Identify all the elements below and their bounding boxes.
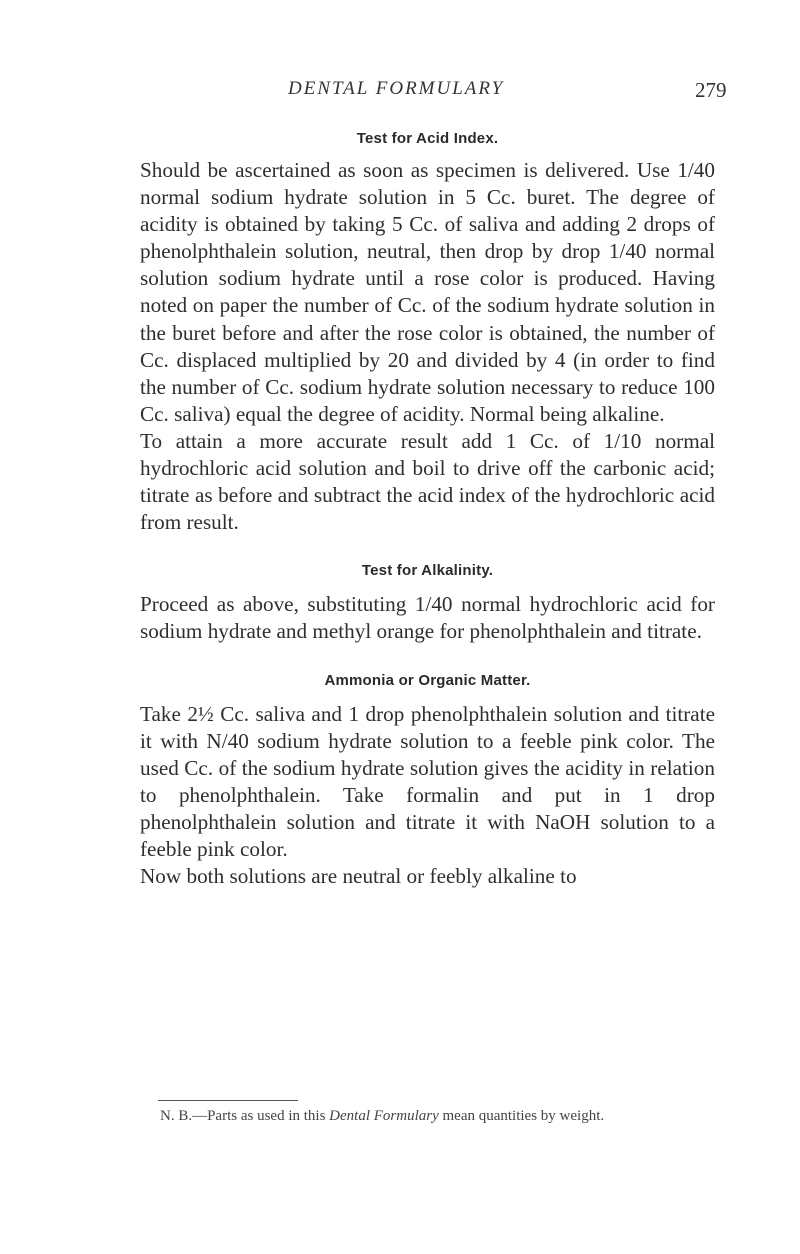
footnote-suffix: mean quantities by weight. <box>438 1108 605 1124</box>
footnote <box>140 1106 715 1126</box>
paragraph-alkalinity-1: Proceed as above, substituting 1/40 normal hydrochloric acid for sodium hydrate and methyl orange for phenolphthalein and titrate. <box>140 592 715 644</box>
section-heading-acid-index: Test for Acid Index. <box>356 130 499 147</box>
page-number: 279 <box>695 78 727 102</box>
running-head <box>0 78 800 108</box>
footnote-title: Dental Formulary <box>329 1108 439 1124</box>
footnote-prefix: N. B.—Parts as used in this <box>160 1108 330 1124</box>
section-heading-ammonia: Ammonia or Organic Matter. <box>324 671 531 689</box>
running-title: DENTAL FORMULARY <box>288 78 505 99</box>
paragraph-acid-index-1: Should be ascertained as soon as specimen is delivered. Use 1/40 normal sodium hydrate solution in 5 Cc. buret. The degree of acidity is obtained by taking 5 Cc. of saliva and adding 2 drops of phenolphthalein solution, neutral, then drop by drop 1/40 normal solution sodium hydrate until a rose color is produced. Having noted on paper the number of Cc. of the sodium hydrate solution in the buret before and after the rose color is obtained, the number of Cc. displaced multiplied by 20 and divided by 4 (in order to find the number of Cc. sodium hydrate solution necessary to reduce 100 Cc. saliva) equal the degree of acidity. Normal being alkaline. <box>140 158 715 426</box>
paragraph-ammonia-2: Now both solutions are neutral or feebly alkaline to <box>140 864 577 889</box>
page-body <box>140 118 715 890</box>
paragraph-ammonia-1: Take 2½ Cc. saliva and 1 drop phenolphthalein solution and titrate it with N/40 sodium hydrate solution to a feeble pink color. The used Cc. of the sodium hydrate solution gives the acidity in relation to phenolphthalein. Take formalin and put in 1 drop phenolphthalein solution and titrate it with NaOH solution to a feeble pink color. <box>140 701 715 861</box>
footnote-rule <box>158 1100 298 1101</box>
paragraph-acid-index-2: To attain a more accurate result add 1 Cc. of 1/10 normal hydrochloric acid solution and boil to drive off the carbonic acid; titrate as before and subtract the acid index of the hydrochloric acid from result. <box>140 428 715 535</box>
section-heading-alkalinity: Test for Alkalinity. <box>361 562 494 580</box>
